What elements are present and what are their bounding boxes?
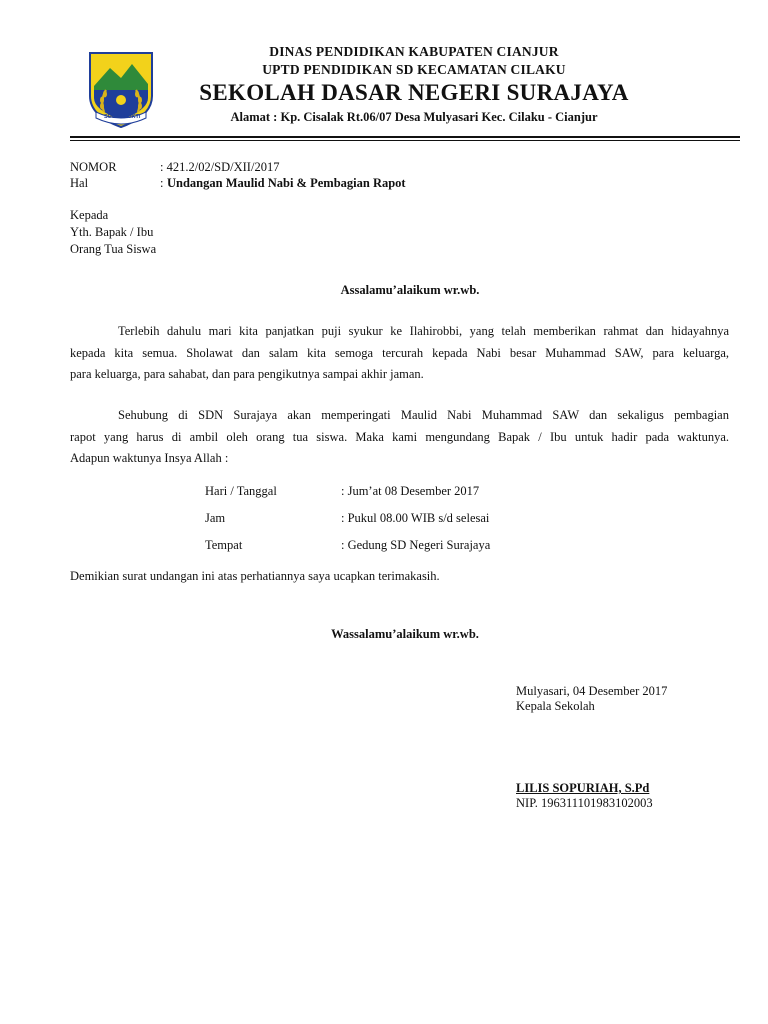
recipient-line-1: Kepada bbox=[70, 208, 109, 222]
recipient-line-3: Orang Tua Siswa bbox=[70, 242, 157, 256]
closing-greeting: Wassalamu’alaikum wr.wb. bbox=[331, 627, 479, 641]
agency-name: DINAS PENDIDIKAN KABUPATEN CIANJUR bbox=[269, 44, 559, 59]
closing-text: Demikian surat undangan ini atas perhatiannya saya ucapkan terimakasih. bbox=[70, 569, 440, 583]
paragraph-2-line-2: rapot yang harus di ambil oleh orang tua siswa. Maka kami mengundang Bapak / Ibu untuk hadir pada waktunya. bbox=[70, 429, 729, 444]
place-and-date: Mulyasari, 04 Desember 2017 bbox=[516, 684, 668, 698]
logo-motto-text: SUGIH MUKTI bbox=[104, 114, 141, 120]
paragraph-1 bbox=[70, 321, 729, 386]
paragraph-1-line-1: Terlebih dahulu mari kita panjatkan puji syukur ke Ilahirobbi, yang telah memberikan rahmat dan hidayahnya bbox=[118, 324, 729, 338]
paragraph-2-line-3: Adapun waktunya Insya Allah : bbox=[70, 451, 229, 465]
paragraph-2-line-1: Sehubung di SDN Surajaya akan memperingati Maulid Nabi Muhammad SAW dan sekaligus pembagian bbox=[118, 408, 729, 422]
unit-name: UPTD PENDIDIKAN SD KECAMATAN CILAKU bbox=[262, 62, 566, 77]
hal-label: Hal bbox=[70, 176, 89, 190]
letterhead-divider-thick bbox=[70, 136, 740, 138]
opening-greeting: Assalamu’alaikum wr.wb. bbox=[340, 283, 480, 297]
signer-position: Kepala Sekolah bbox=[516, 699, 595, 713]
schedule-time-label: Jam bbox=[205, 511, 226, 525]
recipient-line-2: Yth. Bapak / Ibu bbox=[70, 225, 154, 239]
paragraph-2 bbox=[70, 405, 729, 470]
hal-colon: : bbox=[160, 176, 164, 190]
schedule-place-label: Tempat bbox=[205, 538, 243, 552]
nomor-label: NOMOR bbox=[70, 160, 117, 174]
signer-nip: NIP. 196311101983102003 bbox=[516, 796, 653, 810]
paragraph-1-line-2: kepada kita semua. Sholawat dan salam kita semoga tercurah kepada Nabi besar Muhammad SAW, para keluarga, bbox=[70, 345, 729, 360]
school-name: SEKOLAH DASAR NEGERI SURAJAYA bbox=[199, 80, 629, 105]
letterhead-divider-thin bbox=[70, 140, 740, 141]
schedule-date-value: : Jum’at 08 Desember 2017 bbox=[341, 484, 480, 498]
paragraph-1-line-3: para keluarga, para sahabat, dan para pengikutnya sampai akhir jaman. bbox=[70, 367, 424, 381]
hal-value: Undangan Maulid Nabi & Pembagian Rapot bbox=[167, 176, 406, 190]
schedule-time-value: : Pukul 08.00 WIB s/d selesai bbox=[341, 511, 490, 525]
schedule-place-value: : Gedung SD Negeri Surajaya bbox=[341, 538, 491, 552]
schedule-date-label: Hari / Tanggal bbox=[205, 484, 277, 498]
school-address: Alamat : Kp. Cisalak Rt.06/07 Desa Mulyasari Kec. Cilaku - Cianjur bbox=[230, 110, 598, 124]
nomor-value: : 421.2/02/SD/XII/2017 bbox=[160, 160, 280, 174]
signer-name: LILIS SOPURIAH, S.Pd bbox=[516, 781, 650, 795]
